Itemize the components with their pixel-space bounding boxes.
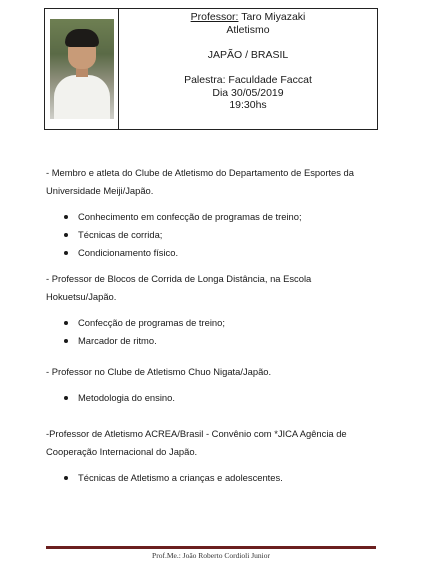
bullet-icon bbox=[64, 233, 68, 237]
countries: JAPÃO / BRASIL bbox=[207, 48, 289, 61]
list-item: Confecção de programas de treino; bbox=[46, 314, 386, 332]
photo-cell bbox=[45, 9, 119, 129]
bullet-icon bbox=[64, 215, 68, 219]
professor-name: Taro Miyazaki bbox=[241, 11, 306, 23]
talk-time: 19:30hs bbox=[229, 99, 267, 112]
list-item: Técnicas de corrida; bbox=[46, 226, 386, 244]
professor-line bbox=[119, 11, 377, 24]
section-1-line-2: Universidade Meiji/Japão. bbox=[46, 185, 154, 196]
list-item: Técnicas de Atletismo a crianças e adolescentes. bbox=[46, 469, 386, 487]
bullet-icon bbox=[64, 251, 68, 255]
section-4-bullets bbox=[46, 469, 386, 487]
section-4-line-2: Cooperação Internacional do Japão. bbox=[46, 446, 198, 457]
section-3 bbox=[46, 363, 386, 407]
list-item: Marcador de ritmo. bbox=[46, 332, 386, 350]
section-4-line-1: -Professor de Atletismo ACREA/Brasil - Convênio com *JICA Agência de bbox=[46, 428, 347, 439]
section-1-line-1: - Membro e atleta do Clube de Atletismo do Departamento de Esportes da bbox=[46, 167, 354, 178]
bullet-icon bbox=[64, 339, 68, 343]
list-item: Condicionamento físico. bbox=[46, 244, 386, 262]
profile-photo bbox=[50, 19, 114, 119]
section-2-bullets bbox=[46, 314, 386, 350]
section-3-line-1: - Professor no Clube de Atletismo Chuo Nigata/Japão. bbox=[46, 366, 272, 377]
footer-divider bbox=[46, 546, 376, 549]
footer-text: Prof.Me.: João Roberto Cordioli Junior bbox=[152, 551, 270, 560]
talk-venue: Palestra: Faculdade Faccat bbox=[184, 73, 312, 86]
list-item: Conhecimento em confecção de programas de treino; bbox=[46, 208, 386, 226]
section-1-bullets bbox=[46, 208, 386, 262]
section-1 bbox=[46, 164, 386, 262]
bullet-icon bbox=[64, 321, 68, 325]
talk-date: Dia 30/05/2019 bbox=[212, 86, 284, 99]
list-item: Metodologia do ensino. bbox=[46, 389, 386, 407]
info-cell bbox=[119, 9, 377, 129]
professor-label: Professor: bbox=[190, 11, 239, 23]
bullet-icon bbox=[64, 396, 68, 400]
bullet-icon bbox=[64, 476, 68, 480]
section-4 bbox=[46, 425, 386, 487]
section-3-bullets bbox=[46, 389, 386, 407]
sport: Atletismo bbox=[226, 23, 270, 36]
section-2-line-2: Hokuetsu/Japão. bbox=[46, 291, 117, 302]
header-table bbox=[44, 8, 378, 130]
section-2 bbox=[46, 270, 386, 350]
section-2-line-1: - Professor de Blocos de Corrida de Longa Distância, na Escola bbox=[46, 273, 312, 284]
